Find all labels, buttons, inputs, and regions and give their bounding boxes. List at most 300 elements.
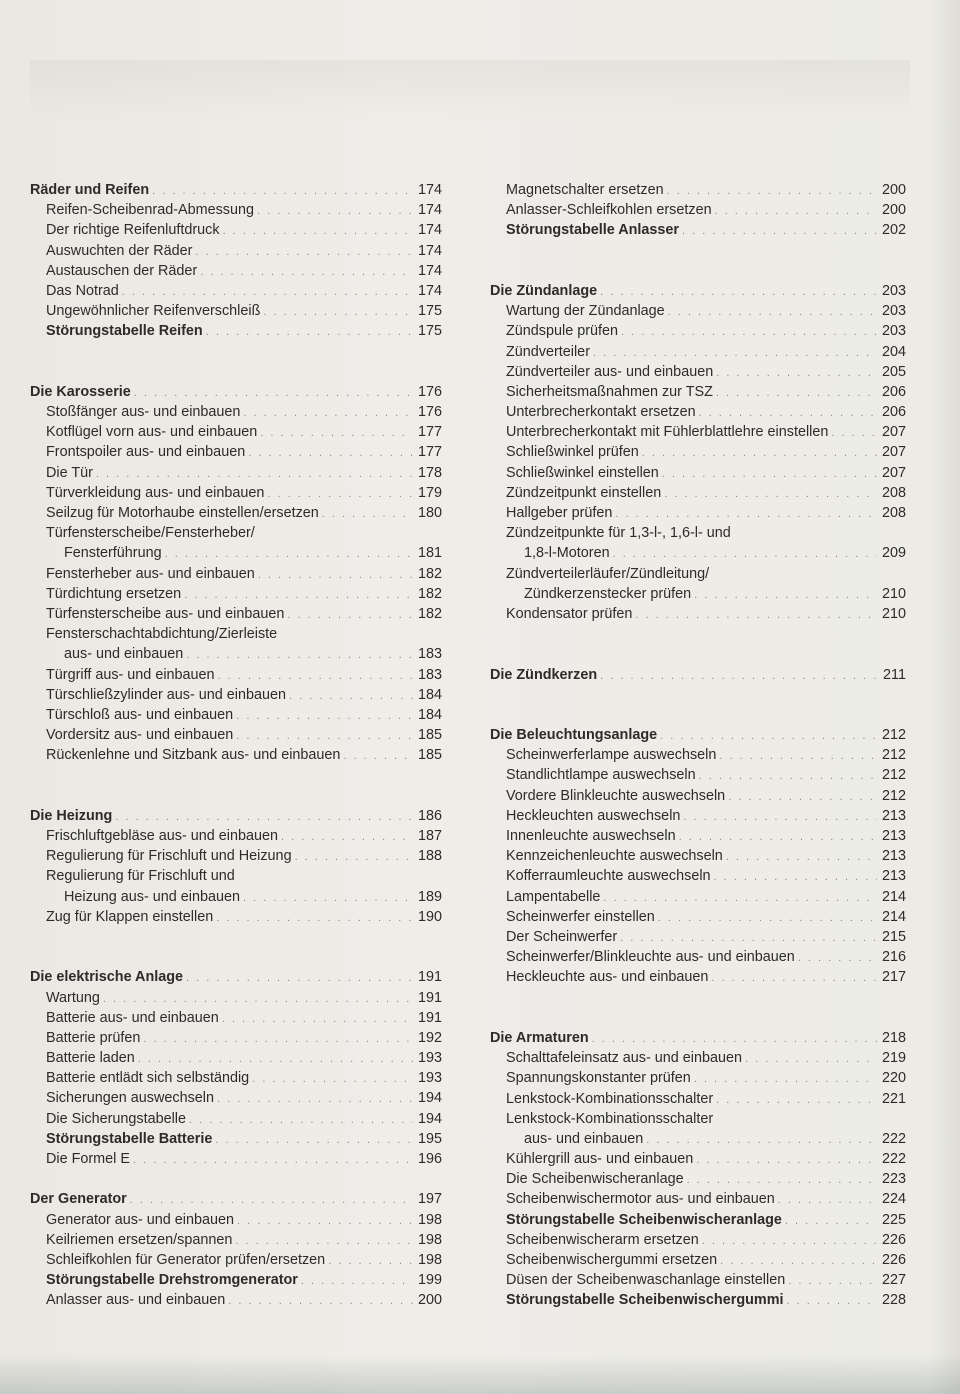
toc-entry-title: Regulierung für Frischluft und Heizung [46,848,292,865]
toc-entry [490,301,906,321]
dot-leader [667,181,877,201]
dot-leader [785,1211,877,1231]
toc-entry-title: Regulierung für Frischluft und [46,868,235,885]
dot-leader [592,1029,877,1049]
toc-page-number: 203 [881,303,906,320]
toc-page-number: 191 [417,989,442,1006]
dot-leader [603,888,877,908]
toc-entry [30,644,442,664]
toc-entry [30,604,442,624]
toc-entry [30,1250,442,1270]
toc-entry [30,402,442,422]
dot-leader [719,746,877,766]
toc-entry-title: Das Notrad [46,282,119,299]
dot-leader [223,221,413,241]
toc-section-heading [30,967,442,987]
toc-entry-title: Türschloß aus- und einbauen [46,706,234,723]
toc-entry-title: Störungstabelle Batterie [46,1130,213,1147]
page-bottom-edge [0,1354,960,1394]
toc-entry-title: Anlasser-Schleifkohlen ersetzen [506,202,712,219]
toc-entry [490,806,906,826]
toc-page-number: 199 [417,1272,442,1289]
toc-entry-title: Der Generator [30,1191,127,1208]
toc-entry [490,422,906,442]
toc-page-number: 196 [417,1151,442,1168]
dot-leader [699,403,877,423]
toc-page-number: 205 [881,363,906,380]
dot-leader [716,1090,877,1110]
toc-entry [30,685,442,705]
toc-page-number: 226 [881,1231,906,1248]
dot-leader [122,282,413,302]
toc-entry-title: Räder und Reifen [30,182,150,198]
toc-page-number: 227 [881,1272,906,1289]
toc-entry-title: Kühlergrill aus- und einbauen [506,1151,694,1168]
toc-page-number: 209 [881,545,906,562]
toc-entry [490,745,906,765]
toc-entry-title: Störungstabelle Drehstromgenerator [46,1272,298,1289]
dot-leader [679,827,877,847]
toc-entry-title: Scheibenwischergummi ersetzen [506,1252,718,1268]
dot-leader [257,201,413,221]
dot-leader [613,544,877,564]
toc-entry-title: Die Karosserie [30,383,131,400]
toc-page-number: 174 [417,262,442,279]
toc-entry-title: Störungstabelle Anlasser [506,222,680,239]
toc-entry [490,1149,906,1169]
toc-entry [30,866,442,886]
toc-page-number: 194 [417,1110,442,1127]
dot-leader [152,181,413,201]
dot-leader [138,1049,413,1069]
toc-entry [30,261,442,281]
dot-leader [186,968,413,988]
toc-page-number: 213 [881,828,906,845]
dot-leader [165,544,413,564]
toc-entry-title: Innenleuchte auswechseln [506,828,676,845]
dot-leader [237,1211,413,1231]
dot-leader [621,322,877,342]
dot-leader [217,1089,413,1109]
toc-entry-title: Türdichtung ersetzen [46,585,182,602]
toc-entry [490,866,906,886]
dot-leader [343,746,413,766]
toc-entry-title: Scheinwerfer einstellen [506,908,655,925]
toc-page-number: 176 [417,404,442,421]
section-spacer [490,988,906,1028]
dot-leader [600,282,877,302]
toc-entry [30,846,442,866]
dot-leader [301,1271,413,1291]
toc-page-number: 185 [417,747,442,764]
toc-entry [30,725,442,745]
toc-entry [30,241,442,261]
dot-leader [699,766,877,786]
toc-page-number: 180 [417,505,442,522]
toc-entry [30,1210,442,1230]
dot-leader [186,645,413,665]
toc-entry [490,523,906,543]
toc-entry-title: Fensterführung [64,545,162,562]
toc-page-number: 212 [881,767,906,784]
dot-leader [206,322,413,342]
toc-page-number: 177 [417,424,442,441]
dot-leader [658,908,877,928]
toc-entry-title: Kotflügel vorn aus- und einbauen [46,424,258,441]
toc-page-number: 200 [881,182,906,198]
dot-leader [133,1150,413,1170]
toc-page-number: 211 [883,666,906,683]
dot-leader [236,706,413,726]
toc-entry [30,1008,442,1028]
dot-leader [745,1049,877,1069]
dot-leader [143,1029,413,1049]
dot-leader [216,908,413,928]
toc-entry [30,564,442,584]
toc-entry-title: Störungstabelle Reifen [46,323,203,340]
toc-page-number: 175 [417,303,442,320]
toc-section-heading [490,725,906,745]
toc-page-number: 193 [417,1070,442,1087]
toc-entry [30,200,442,220]
dot-leader [615,504,877,524]
toc-page-number: 179 [417,484,442,501]
dot-leader [788,1271,877,1291]
toc-entry [30,1028,442,1048]
toc-entry-title: Scheibenwischermotor aus- und einbauen [506,1191,775,1208]
toc-entry-title: Rückenlehne und Sitzbank aus- und einbauen [46,747,341,764]
toc-entry [30,301,442,321]
dot-leader [263,302,413,322]
toc-entry [490,1129,906,1149]
toc-section-heading [30,382,442,402]
toc-entry-title: Kondensator prüfen [506,605,633,622]
toc-page-number: 175 [417,323,442,340]
dot-leader [664,484,877,504]
toc-page-number: 191 [417,969,442,986]
page-edge-shadow [930,0,960,1394]
toc-entry [490,887,906,907]
toc-entry [30,1270,442,1290]
toc-entry [30,503,442,523]
toc-entry [490,483,906,503]
toc-entry-title: Batterie entlädt sich selbständig [46,1070,250,1087]
toc-page-number: 182 [417,585,442,602]
toc-entry [30,624,442,644]
toc-entry [490,180,906,200]
toc-entry [490,382,906,402]
dot-leader [103,989,413,1009]
toc-page-number: 217 [881,969,906,986]
dot-leader [786,1291,877,1311]
toc-entry [30,483,442,503]
toc-entry-title: Lenkstock-Kombinationsschalter [506,1090,714,1107]
toc-page-number: 208 [881,484,906,501]
toc-entry-title: Schalttafeleinsatz aus- und einbauen [506,1050,743,1067]
toc-section-heading [30,1189,442,1209]
toc-page-number: 183 [417,666,442,683]
toc-page-number: 214 [881,908,906,925]
toc-entry-title: Wartung der Zündanlage [506,303,665,320]
toc-page-number: 198 [417,1251,442,1268]
toc-entry-title: Lenkstock-Kombinationsschalter [506,1110,714,1127]
toc-entry [30,422,442,442]
dot-leader [243,403,413,423]
toc-entry-title: Reifen-Scheibenrad-Abmessung [46,202,254,219]
toc-entry-title: Scheibenwischerarm ersetzen [506,1231,699,1248]
toc-page-number: 192 [417,1029,442,1046]
toc-page-number: 212 [881,727,906,744]
toc-entry [490,765,906,785]
toc-entry [490,1290,906,1310]
toc-entry-title: Standlichtlampe auswechseln [506,767,696,784]
toc-entry-title: Vordere Blinkleuchte auswechseln [506,787,726,804]
toc-entry-title: Zündverteiler [506,343,590,360]
toc-entry [30,584,442,604]
dot-leader [328,1251,413,1271]
dot-leader [322,504,413,524]
toc-entry-title: Die Heizung [30,807,113,824]
toc-entry-title: Batterie prüfen [46,1029,141,1046]
toc-page-number: 222 [881,1151,906,1168]
toc-page-number: 213 [881,868,906,885]
toc-entry-title: Heckleuchte aus- und einbauen [506,969,709,986]
toc-entry [490,1230,906,1250]
dot-leader [620,928,877,948]
dot-leader [694,585,877,605]
toc-page-number: 219 [881,1050,906,1067]
dot-leader [702,1231,877,1251]
toc-page-number: 194 [417,1090,442,1107]
toc-entry-title: Die Zündanlage [490,282,598,299]
toc-entry [490,1270,906,1290]
dot-leader [236,726,413,746]
toc-entry [490,543,906,563]
toc-section-heading [490,1028,906,1048]
toc-entry [30,887,442,907]
toc-entry-title: Wartung [46,989,100,1006]
toc-entry-title: Die Formel E [46,1151,130,1168]
toc-page-number: 195 [417,1130,442,1147]
dot-leader [726,847,877,867]
toc-entry [30,321,442,341]
toc-entry-title: Zündspule prüfen [506,323,619,340]
toc-entry [30,1149,442,1169]
dot-leader [195,242,413,262]
dot-leader [683,807,877,827]
toc-entry [490,967,906,987]
dot-leader [130,1190,413,1210]
toc-entry-title: Hallgeber prüfen [506,505,613,522]
toc-entry-title: Die Armaturen [490,1029,589,1046]
toc-entry-title: Zündkerzenstecker prüfen [524,585,692,602]
toc-page-number: 207 [881,464,906,481]
dot-leader [682,221,877,241]
dot-leader [662,464,877,484]
dot-leader [260,423,413,443]
toc-page-number: 225 [881,1211,906,1228]
toc-entry-title: Heckleuchten auswechseln [506,807,681,824]
toc-entry-title: Austauschen der Räder [46,262,198,279]
toc-section-heading [30,806,442,826]
toc-entry [30,826,442,846]
toc-entry-title: Störungstabelle Scheibenwischeranlage [506,1211,782,1228]
toc-entry [490,1089,906,1109]
toc-page-number: 198 [417,1231,442,1248]
toc-entry [490,321,906,341]
toc-entry [490,1189,906,1209]
toc-entry-title: aus- und einbauen [524,1130,644,1147]
toc-entry-title: Batterie aus- und einbauen [46,1009,219,1026]
toc-entry-title: Auswuchten der Räder [46,242,193,259]
toc-page-number: 224 [881,1191,906,1208]
toc-entry-title: Türfensterscheibe aus- und einbauen [46,605,285,622]
toc-entry-title: Kennzeichenleuchte auswechseln [506,848,723,865]
dot-leader [235,1231,413,1251]
toc-entry-title: Ungewöhnlicher Reifenverschleiß [46,303,261,320]
dot-leader [798,948,877,968]
dot-leader [720,1251,877,1271]
toc-entry-title: Schließwinkel prüfen [506,444,639,461]
toc-page-number: 184 [417,686,442,703]
toc-entry [30,988,442,1008]
toc-page-number: 228 [881,1292,906,1309]
toc-entry [490,786,906,806]
toc-page-number: 191 [417,1009,442,1026]
toc-page-number: 174 [417,182,442,198]
toc-entry-title: Frischluftgebläse aus- und einbauen [46,828,278,845]
toc-entry [30,1290,442,1310]
toc-page-number: 187 [417,828,442,845]
toc-entry [490,1048,906,1068]
toc-right-column [490,180,906,1311]
toc-entry [490,1109,906,1129]
toc-page-number: 181 [417,545,442,562]
dot-leader [593,343,877,363]
toc-entry-title: Türgriff aus- und einbauen [46,666,215,683]
toc-entry [490,362,906,382]
dot-leader [646,1130,877,1150]
dot-leader [228,1291,413,1311]
section-spacer [490,624,906,664]
toc-section-heading [30,180,442,200]
toc-entry [30,463,442,483]
toc-page-number: 174 [417,202,442,219]
toc-entry-title: Unterbrecherkontakt ersetzen [506,404,696,421]
dot-leader [258,565,413,585]
toc-entry-title: Generator aus- und einbauen [46,1211,235,1228]
toc-page-number: 177 [417,444,442,461]
toc-page-number: 210 [881,585,906,602]
section-spacer [30,927,442,967]
toc-entry [490,1210,906,1230]
toc-page-number: 210 [881,605,906,622]
dot-leader [668,302,877,322]
toc-entry [30,745,442,765]
dot-leader [267,484,413,504]
toc-entry-title: Scheinwerferlampe auswechseln [506,747,717,764]
toc-page-number: 222 [881,1130,906,1147]
toc-entry [490,584,906,604]
toc-entry-title: Stoßfänger aus- und einbauen [46,404,241,421]
toc-entry-title: Kofferraumleuchte auswechseln [506,868,711,885]
toc-page-number: 184 [417,706,442,723]
toc-page-number: 226 [881,1252,906,1268]
toc-entry [490,402,906,422]
toc-entry [490,220,906,240]
toc-page-number: 189 [417,888,442,905]
toc-entry-title: Türschließzylinder aus- und einbauen [46,686,286,703]
toc-entry [490,846,906,866]
toc-entry [490,442,906,462]
toc-entry [490,200,906,220]
section-spacer [30,1169,442,1189]
dot-leader [200,262,413,282]
toc-page-number: 185 [417,727,442,744]
toc-entry-title: Sicherheitsmaßnahmen zur TSZ [506,383,713,400]
toc-entry [30,907,442,927]
toc-entry-title: Die Zündkerzen [490,666,598,683]
dot-leader [714,867,877,887]
toc-page-number: 198 [417,1211,442,1228]
toc-entry [490,1068,906,1088]
bleed-through-header [30,60,910,120]
toc-entry [30,665,442,685]
dot-leader [189,1110,413,1130]
dot-leader [134,383,413,403]
toc-entry-title: Die Beleuchtungsanlage [490,727,658,744]
toc-entry-title: Die Sicherungstabelle [46,1110,186,1127]
section-spacer [30,342,442,382]
toc-page-number: 203 [881,282,906,299]
toc-entry-title: Die elektrische Anlage [30,969,184,986]
toc-page-number: 204 [881,343,906,360]
toc-entry-title: Der Scheinwerfer [506,928,618,945]
toc-entry-title: Lampentabelle [506,888,601,905]
toc-entry [490,564,906,584]
dot-leader [635,605,877,625]
toc-entry [490,907,906,927]
toc-page-number: 182 [417,605,442,622]
toc-page-number: 190 [417,908,442,925]
toc-entry [490,463,906,483]
dot-leader [252,1069,413,1089]
toc-entry [30,1068,442,1088]
toc-entry-title: Anlasser aus- und einbauen [46,1292,226,1309]
toc-page-number: 188 [417,848,442,865]
dot-leader [248,443,413,463]
toc-page-number: 174 [417,222,442,239]
toc-page-number: 200 [881,202,906,219]
toc-page-number: 193 [417,1050,442,1067]
dot-leader [716,383,877,403]
toc-page-number: 208 [881,505,906,522]
toc-page-number: 182 [417,565,442,582]
toc-entry [30,705,442,725]
toc-page-number: 218 [881,1029,906,1046]
toc-entry-title: 1,8-l-Motoren [524,545,610,562]
toc-entry [30,442,442,462]
toc-entry-title: Türfensterscheibe/Fensterheber/ [46,525,255,542]
toc-page-number: 207 [881,444,906,461]
toc-entry-title: Keilriemen ersetzen/spannen [46,1231,233,1248]
dot-leader [96,464,413,484]
toc-page-number: 221 [881,1090,906,1107]
toc-page-number: 215 [881,928,906,945]
dot-leader [289,686,413,706]
dot-leader [287,605,413,625]
toc-entry-title: Störungstabelle Scheibenwischergummi [506,1292,784,1309]
